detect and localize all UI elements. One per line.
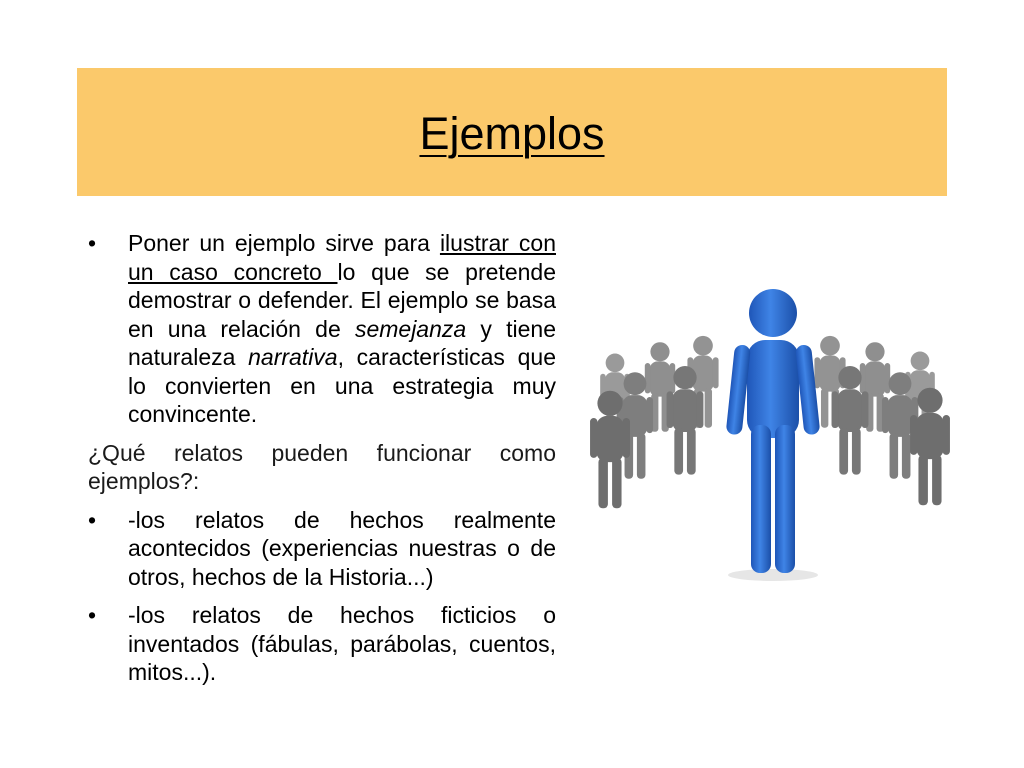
underlined-text: ilustrar con un caso concreto bbox=[128, 230, 556, 285]
bullet-paragraph-1 bbox=[88, 229, 556, 429]
text-run: lo que se pretende demostrar o defender. El ejemplo se basa en una relación de bbox=[128, 258, 556, 342]
text-run: Poner un ejemplo sirve para bbox=[128, 230, 440, 256]
bullet-text: -los relatos de hechos realmente acontecidos (experiencias nuestras o de otros, hechos de la Historia...) bbox=[128, 506, 556, 590]
slide-title: Ejemplos bbox=[419, 108, 605, 159]
blue-leader-figure bbox=[726, 289, 821, 581]
bullet-dot: • bbox=[88, 506, 97, 533]
crowd-with-blue-leader-icon bbox=[585, 285, 960, 585]
slide-body bbox=[88, 229, 556, 697]
text-run: y tiene naturaleza bbox=[128, 315, 556, 370]
bullet-dot: • bbox=[88, 602, 97, 628]
bullet-dot: • bbox=[88, 230, 97, 256]
italic-text: narrativa bbox=[248, 344, 338, 370]
italic-text: semejanza bbox=[354, 315, 467, 342]
bullet-paragraph-3 bbox=[88, 601, 556, 687]
question-paragraph: ¿Qué relatos pueden funcionar como ejemplos?: bbox=[88, 439, 556, 494]
bullet-text: -los relatos de hechos ficticios o inventados (fábulas, parábolas, cuentos, mitos...). bbox=[128, 602, 556, 685]
bullet-paragraph-2 bbox=[88, 506, 556, 592]
text-run: , características que lo convierten en una estrategia muy convincente. bbox=[128, 344, 556, 427]
